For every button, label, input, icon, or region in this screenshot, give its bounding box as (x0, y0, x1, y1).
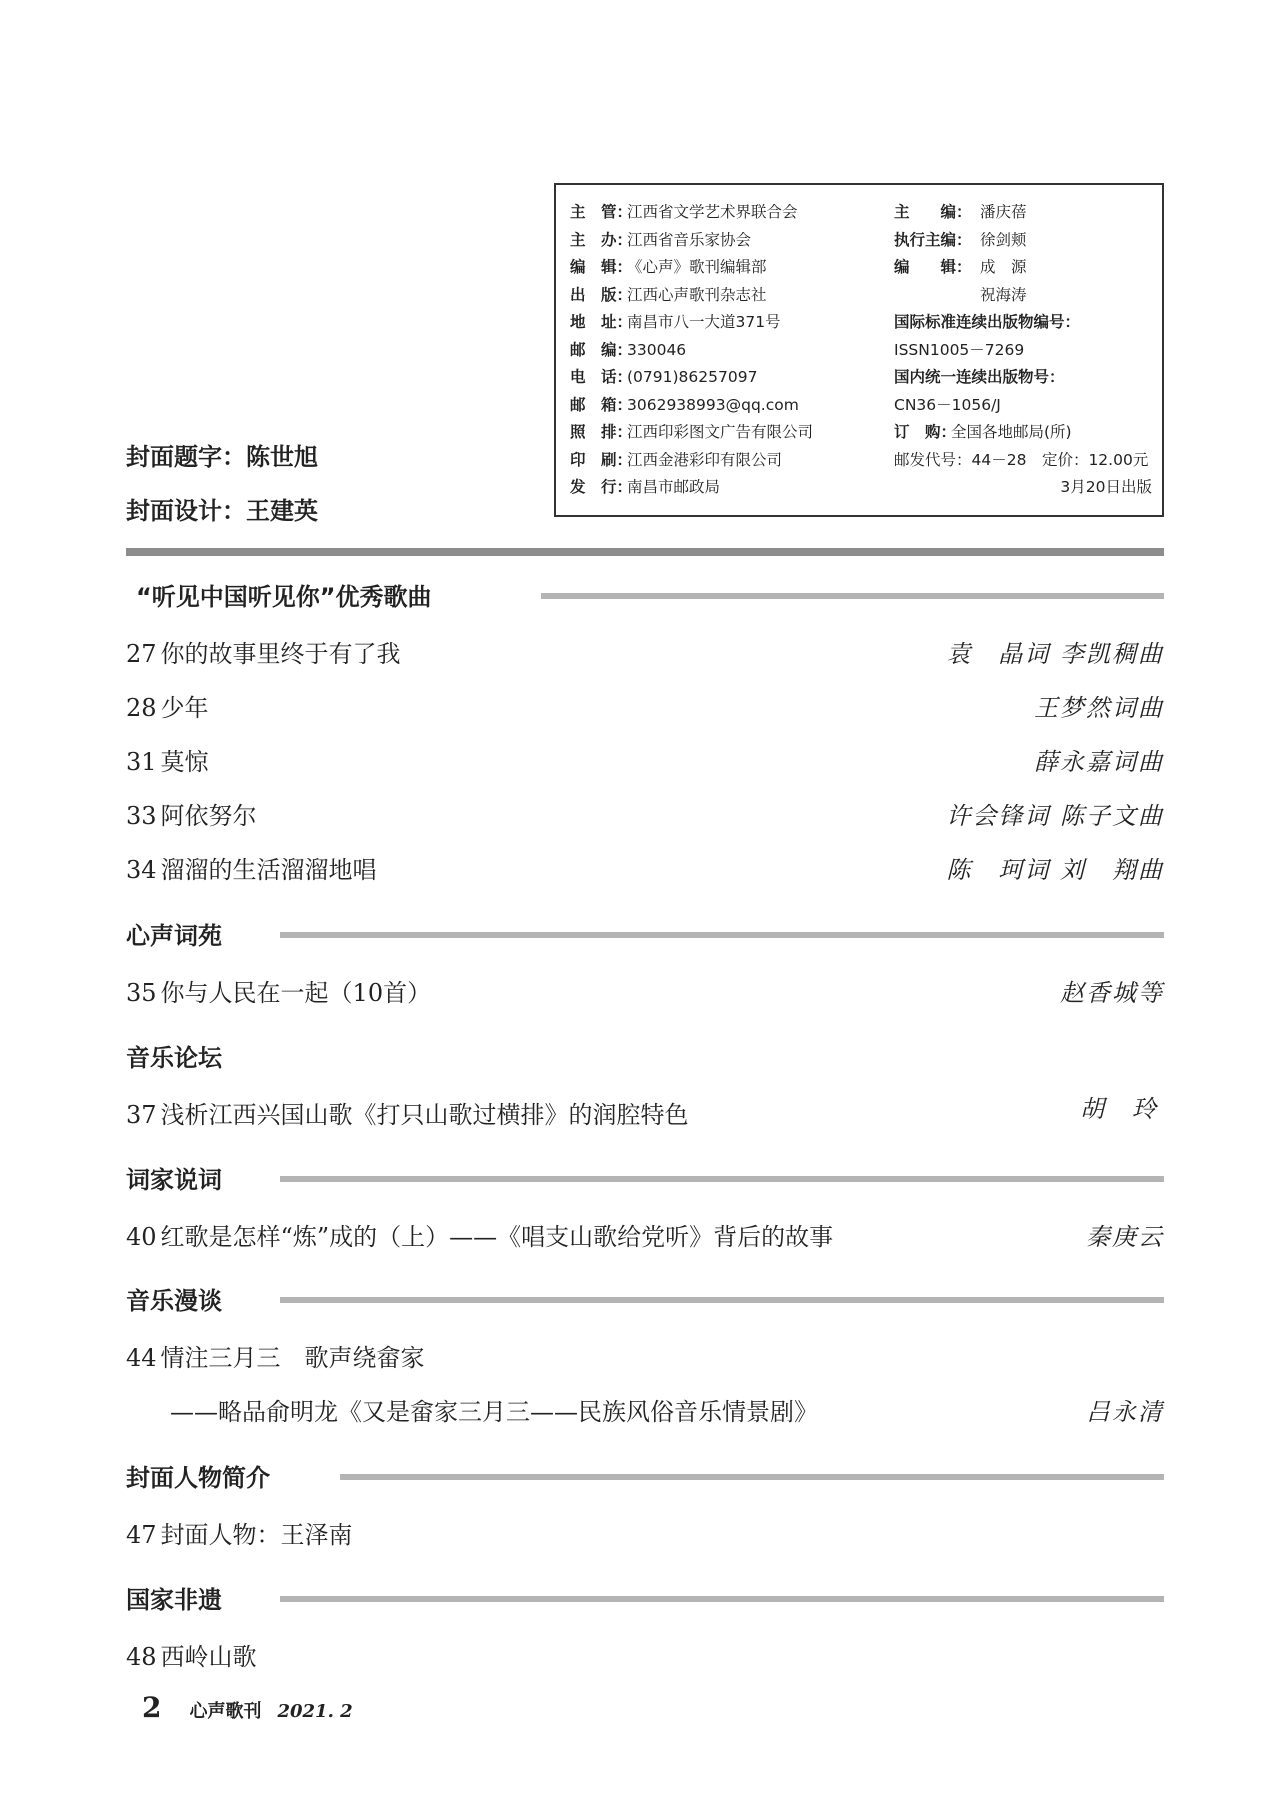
section-header (126, 1580, 1164, 1620)
cn-number: CN36－1056/J (894, 395, 1001, 414)
info-row (570, 282, 813, 310)
section-rule (280, 932, 1164, 938)
info-label: 印 刷： (570, 450, 633, 469)
footer-magazine-name: 心声歌刊 (189, 1701, 262, 1722)
info-row (894, 199, 1152, 227)
entry-author: 陈 珂词 刘 翔曲 (946, 856, 1164, 884)
section-title: 音乐漫谈 (126, 1287, 222, 1315)
entry-title: 情注三月三 歌声绕畲家 (160, 1344, 425, 1372)
entry-title: 少年 (160, 694, 209, 722)
page-number: 33 (126, 802, 157, 830)
info-value: 《心声》歌刊编辑部 (627, 258, 767, 276)
cover-calligraphy-credit: 封面题字：陈世旭 (126, 443, 318, 471)
exec-editor: 徐剑颊 (980, 230, 1027, 249)
page-number: 34 (126, 856, 157, 884)
info-row (570, 254, 813, 282)
editor-name: 成 源 (980, 258, 1027, 276)
entry-title: 封面人物：王泽南 (160, 1521, 353, 1549)
toc-entry[interactable] (126, 688, 1164, 728)
info-value: 江西省文学艺术界联合会 (627, 203, 798, 221)
section-title: 国家非遗 (126, 1586, 222, 1614)
info-value: 江西心声歌刊杂志社 (627, 285, 767, 304)
info-label: 照 排： (570, 423, 633, 441)
order-value: 全国各地邮局(所) (951, 423, 1072, 441)
info-value: 南昌市邮政局 (627, 478, 721, 496)
toc-entry[interactable] (126, 1515, 1164, 1555)
entry-title: 西岭山歌 (160, 1643, 257, 1671)
entry-author: 袁 晶词 李凯稠曲 (946, 640, 1164, 668)
entry-title: 你与人民在一起（10首） (160, 979, 432, 1007)
editors-label: 编 辑： (894, 258, 972, 276)
info-label: 出 版： (570, 285, 633, 304)
info-row (570, 392, 813, 420)
contents-divider (126, 548, 1164, 556)
postal-code-price: 邮发代号：44－28 定价：12.00元 (894, 450, 1149, 469)
toc-entry-continuation[interactable] (126, 1392, 1164, 1432)
editor-name: 祝海涛 (980, 285, 1027, 304)
page-number: 48 (126, 1643, 157, 1671)
info-value: 3062938993@qq.com (627, 395, 799, 414)
info-row (894, 419, 1152, 447)
info-label: 主 办： (570, 230, 633, 249)
chief-editor-label: 主 编： (894, 203, 972, 221)
info-row (570, 309, 813, 337)
exec-editor-label: 执行主编： (894, 230, 972, 249)
info-row (570, 199, 813, 227)
page-number: 40 (126, 1223, 157, 1251)
entry-author: 许会锋词 陈子文曲 (946, 802, 1164, 830)
info-label: 发 行： (570, 478, 633, 496)
section-title: 封面人物简介 (126, 1464, 270, 1492)
publication-info-box (554, 183, 1164, 517)
issn-label: 国际标准连续出版物编号： (894, 313, 1081, 331)
cn-label: 国内统一连续出版物号： (894, 368, 1065, 386)
section-header (126, 1281, 1164, 1321)
toc-entry[interactable] (126, 1637, 1164, 1677)
info-row (894, 254, 1152, 282)
section-rule (340, 1474, 1164, 1480)
toc-entry[interactable] (126, 850, 1164, 890)
info-row (570, 474, 813, 502)
section-header (126, 1160, 1164, 1200)
entry-author: 胡 玲 (1080, 1095, 1158, 1123)
page-number: 31 (126, 748, 157, 776)
info-value: 江西省音乐家协会 (627, 230, 752, 249)
info-row (570, 364, 813, 392)
section-title: 音乐论坛 (126, 1044, 222, 1072)
page-number: 28 (126, 694, 157, 722)
toc-entry[interactable] (126, 1338, 1164, 1378)
section-rule (280, 1297, 1164, 1303)
info-label: 邮 编： (570, 340, 633, 359)
footer-issue: 2021. 2 (277, 1701, 353, 1722)
entry-title: ——略品俞明龙《又是畲家三月三——民族风俗音乐情景剧》 (170, 1398, 818, 1426)
info-row (894, 282, 1152, 310)
info-value: 江西印彩图文广告有限公司 (627, 423, 814, 441)
section-header (126, 1038, 1164, 1078)
info-label: 地 址： (570, 313, 633, 331)
section-header (126, 1458, 1164, 1498)
page-footer (142, 1688, 353, 1728)
info-right-column (894, 199, 1152, 502)
order-label: 订 购： (894, 423, 957, 441)
entry-author: 薛永嘉词曲 (1034, 748, 1164, 776)
page-number: 44 (126, 1344, 157, 1372)
page-number: 27 (126, 640, 157, 668)
entry-author: 赵香城等 (1060, 979, 1164, 1007)
info-row (570, 447, 813, 475)
info-row (570, 419, 813, 447)
entry-title: 莫惊 (160, 748, 209, 776)
toc-entry[interactable] (126, 796, 1164, 836)
chief-editor: 潘庆蓓 (980, 203, 1027, 221)
entry-author: 秦庚云 (1086, 1223, 1164, 1251)
toc-entry[interactable] (126, 1217, 1164, 1257)
section-header (126, 577, 1164, 617)
page-number: 37 (126, 1101, 157, 1129)
info-row (894, 227, 1152, 255)
info-value: 南昌市八一大道371号 (627, 313, 781, 331)
entry-author: 王梦然词曲 (1034, 694, 1164, 722)
entry-title: 浅析江西兴国山歌《打只山歌过横排》的润腔特色 (160, 1101, 689, 1129)
section-rule (280, 1596, 1164, 1602)
info-left-column (570, 199, 813, 502)
info-label: 编 辑： (570, 258, 633, 276)
toc-entry[interactable] (126, 742, 1164, 782)
toc-entry[interactable] (126, 1095, 1164, 1135)
entry-title: 溜溜的生活溜溜地唱 (160, 856, 377, 884)
info-row (570, 227, 813, 255)
page-number: 35 (126, 979, 157, 1007)
info-value: (0791)86257097 (627, 368, 758, 386)
publish-date: 3月20日出版 (1060, 478, 1152, 496)
section-rule (541, 593, 1164, 599)
footer-page-number: 2 (142, 1691, 162, 1724)
toc-entry[interactable] (126, 973, 1164, 1013)
section-title: 心声词苑 (126, 922, 222, 950)
toc-entry[interactable] (126, 634, 1164, 674)
info-row (570, 337, 813, 365)
info-value: 330046 (627, 340, 687, 359)
info-value: 江西金港彩印有限公司 (627, 450, 783, 469)
info-label: 电 话： (570, 368, 633, 386)
section-title: “听见中国听见你”优秀歌曲 (136, 583, 432, 611)
section-header (126, 916, 1164, 956)
section-title: 词家说词 (126, 1166, 222, 1194)
page-number: 47 (126, 1521, 157, 1549)
info-label: 主 管： (570, 203, 633, 221)
issn-number: ISSN1005－7269 (894, 340, 1025, 359)
entry-title: 你的故事里终于有了我 (160, 640, 401, 668)
info-label: 邮 箱： (570, 395, 633, 414)
cover-credits (126, 430, 318, 538)
section-rule (280, 1176, 1164, 1182)
entry-title: 阿依努尔 (160, 802, 257, 830)
entry-author: 吕永清 (1086, 1398, 1164, 1426)
entry-title: 红歌是怎样“炼”成的（上）——《唱支山歌给党听》背后的故事 (160, 1223, 834, 1251)
cover-design-credit: 封面设计：王建英 (126, 497, 318, 525)
